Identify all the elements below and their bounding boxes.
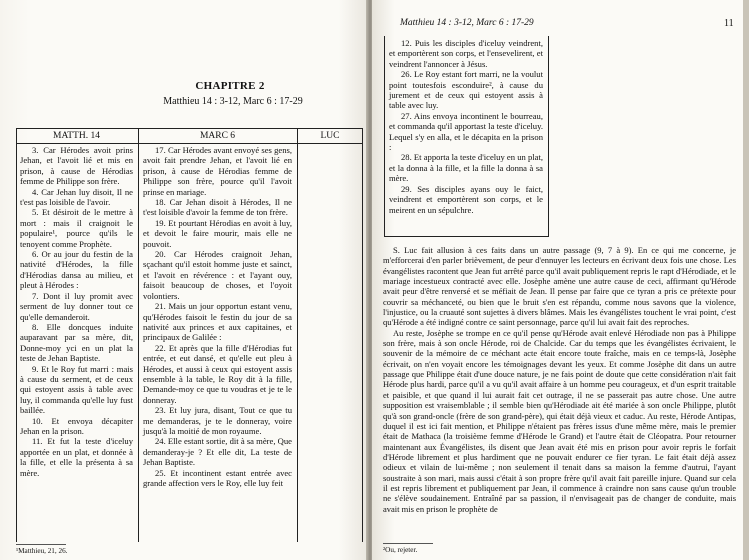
column-marc xyxy=(143,145,292,488)
verse: 27. Ains envoya incontinent le bourreau, et commanda qu'il apportast la teste d'iceluy. Lequel s'y en alla, et le décapita en la prison : xyxy=(389,110,543,153)
verse: 29. Ses disciples ayans ouy le faict, veindrent et emportèrent son corps, et le meirent en un sépulchre. xyxy=(389,183,543,215)
verse: 26. Le Roy estant fort marri, ne la voulut point toutesfois esconduire², à cause du jurement et de ceux qui estoyent assis à table avec luy. xyxy=(389,69,543,111)
commentary-text xyxy=(383,245,736,514)
commentary-paragraph: Au reste, Josèphe se trompe en ce qu'il pense qu'Hérode avait enlevé Hérodiade non pas à Philippe son frère, mais à son oncle Hérode, roi de Chalcide. Car du temps que les évangélistes écrivaient, le souvenir de la mémoire de ce méchant acte était encore toute fraîche, mais en ce temps-là, Josèphe écrivait, on n'en voyait encore les témoignages devant les yeux. Et comme Josèphe dit dans un autre passage que Philippe était d'une douce nature, je ne fais point de doute que cette considération n'ait fait Hérode plus hardi, parce qu'il a vu qu'il avait affaire à un homme peu courageux, et d'un esprit traitable et paisible, et que quand il lui aurait fait cet outrage, il ne se passerait pas autre chose. Une autre supposition est vraisemblable ; il semble bien qu'Hérodiade ait été mariée à son oncle Philippe, plutôt qu'à son grand-oncle (frère de son grand-père), qui était déjà vieux et caduc. Au reste, Hérode Antipas, duquel il est ici fait mention, et Philippe n'étaient pas frères issus d'une même mère, mais le premier était de Mathaca (la troisième femme d'Hérode le Grand) et l'autre était de Cléopatra. Pour retourner maintenant aux Évangélistes, ils disent que Jean avait été mis en prison pour avoir repris le forfait d'Hérode librement et plus hardiment que ne pouvait endurer ce fier tyran. Le fait était déjà assez odieux et vilain de lui-même ; non seulement il tenait dans sa maison la femme d'autrui, l'ayant soustraite à son mari, mais aussi c'était à son propre frère qu'il avait fait pareille injure. Quand sur cela il est repris librement et publiquement par Jean, il commence à craindre non sans cause qu'un trouble ne s'élève soudainement. Entraîné par sa passion, il n'envisageait pas de changer de conduite, mais avait mis en prison le prophète de xyxy=(383,327,736,514)
verse: 11. Et fut la teste d'iceluy apportée en un plat, et donnée à la fille, et elle la présenta à sa mère. xyxy=(20,436,133,478)
commentary-paragraph: S. Luc fait allusion à ces faits dans un autre passage (9, 7 à 9). En ce qui me concerne, je m'efforcerai d'en parler brièvement, de peur d'ennuyer les lecteurs en écrivant deux fois une chose. Les évangélistes racontent que Jean fut arrêté parce qu'il avait publiquement repris le rapt d'Hérodiade, et le mariage incestueux contracté avec elle. Josèphe amène une autre cause de ceci, affirmant qu'Hérode avait peur d'être renversé et se méfiait de Jean. Il pense par faire que ce tyran a pris ce prétexte pour couvrir sa méchanceté, ou bien que le bruit s'en est répandu, comme nous savons que la violence, l'injustice, ou la cruauté sont sujettes à divers blâmes. Mais les évangélistes touchent le vrai point, c'est qu'Hérode a été indigné contre ce saint personnage, parce qu'il lui avait fait des reproches. xyxy=(383,245,736,328)
table-left-rule xyxy=(16,128,17,542)
left-page xyxy=(0,0,368,560)
verse: 5. Et désiroit de le mettre à mort : mais il craignoit le populaire¹, pource qu'ils le tenoyent comme Prophète. xyxy=(20,207,133,249)
footnote-rule-right xyxy=(383,543,433,544)
luc-column-right-rule xyxy=(548,36,549,236)
verse: 28. Et apporta la teste d'iceluy en un plat, et la donna à la fille, et la fille la donna à sa mère. xyxy=(389,152,543,184)
luc-column-bottom-rule xyxy=(384,236,549,237)
chapter-title: CHAPITRE 2 xyxy=(195,80,265,92)
page-edge-right xyxy=(743,0,749,560)
footnote: ¹Matthieu, 21, 26. xyxy=(16,547,68,555)
verse: 17. Car Hérodes avant envoyé ses gens, avoit fait prendre Jehan, et l'avoit lié en prison, à cause de Hérodias femme de Philippe son frère, pource qu'il l'avoit prinse en mariage. xyxy=(143,145,292,197)
column-continuation xyxy=(389,38,543,215)
verse: 20. Car Hérodes craignoit Jehan, sçachant qu'il estoit homme juste et sainct, et l'avoit en révérence : et l'ayant ouy, faisoit beaucoup de choses, et l'oyoit volontiers. xyxy=(143,249,292,301)
column-header-luc: LUC xyxy=(320,131,340,141)
verse: 24. Elle estant sortie, dit à sa mère, Que demanderay-je ? Et elle dit, La teste de Jehan Baptiste. xyxy=(143,436,292,468)
verse: 10. Et envoya décapiter Jehan en la prison. xyxy=(20,415,133,436)
verse: 19. Et pourtant Hérodias en avoit à luy, et devoit le faire mourir, mais elle ne pouvoit. xyxy=(143,217,292,249)
footnote-rule xyxy=(16,544,66,545)
column-matth xyxy=(20,145,133,478)
table-divider-2 xyxy=(297,128,298,542)
table-top-rule xyxy=(16,128,362,129)
chapter-reference: Matthieu 14 : 3-12, Marc 6 : 17-29 xyxy=(163,96,303,107)
column-header-marc: MARC 6 xyxy=(199,131,236,141)
verse: 25. Et incontinent estant entrée avec grande affection vers le Roy, elle luy feit xyxy=(143,467,292,488)
verse: 23. Et luy jura, disant, Tout ce que tu me demanderas, je te le donneray, voire jusqu'à la moitié de mon royaume. xyxy=(143,405,292,436)
verse: 9. Et le Roy fut marri : mais à cause du serment, et de ceux qui estoyent assis à table avec luy, il commanda qu'elle luy fust baillée. xyxy=(20,363,133,416)
verse: 4. Car Jehan luy disoit, Il ne t'est pas loisible de l'avoir. xyxy=(20,186,133,208)
verse: 12. Puis les disciples d'iceluy veindrent, et emportèrent son corps, et l'ensevelirent, et veindrent l'annoncer à Jésus. xyxy=(389,38,543,69)
verse: 22. Et après que la fille d'Hérodias fut entrée, et eut dansé, et qu'elle eut pleu à Hérodes, et aussi à ceux qui estoyent assis ensemble à la table, le Roy dit à la fille, Demande-moy ce que tu voudras et je te le donneray. xyxy=(143,342,292,405)
page-number: 11 xyxy=(724,18,734,29)
verse: 21. Mais un jour opportun estant venu, qu'Hérodes faisoit le festin du jour de sa nativité aux princes et aux capitaines, et principaux de Galilée : xyxy=(143,301,292,343)
verse: 3. Car Hérodes avoit prins Jehan, et l'avoit lié et mis en prison, à cause de Hérodias femme de Philippe son frère. xyxy=(20,145,133,187)
verse: 18. Car Jehan disoit à Hérodes, Il ne t'est loisible d'avoir la femme de ton frère. xyxy=(143,197,292,218)
running-head: Matthieu 14 : 3-12, Marc 6 : 17-29 xyxy=(400,18,534,28)
column-header-matth: MATTH. 14 xyxy=(53,131,100,141)
verse: 6. Or au jour du festin de la nativité d'Hérodes, la fille d'Hérodias dansa au milieu, et pleut à Hérodes : xyxy=(20,249,133,291)
verse: 7. Dont il luy promit avec serment de luy donner tout ce qu'elle demanderoit. xyxy=(20,290,133,322)
table-divider-1 xyxy=(138,128,139,542)
table-header-rule xyxy=(16,143,362,144)
footnote-right: ²Ou, rejeter. xyxy=(383,546,418,554)
table-right-rule xyxy=(362,128,363,542)
luc-column-left-rule xyxy=(384,36,385,236)
verse: 8. Elle doncques induite auparavant par sa mère, dit, Donne-moy yci en un plat la teste de Jehan Baptiste. xyxy=(20,321,133,364)
